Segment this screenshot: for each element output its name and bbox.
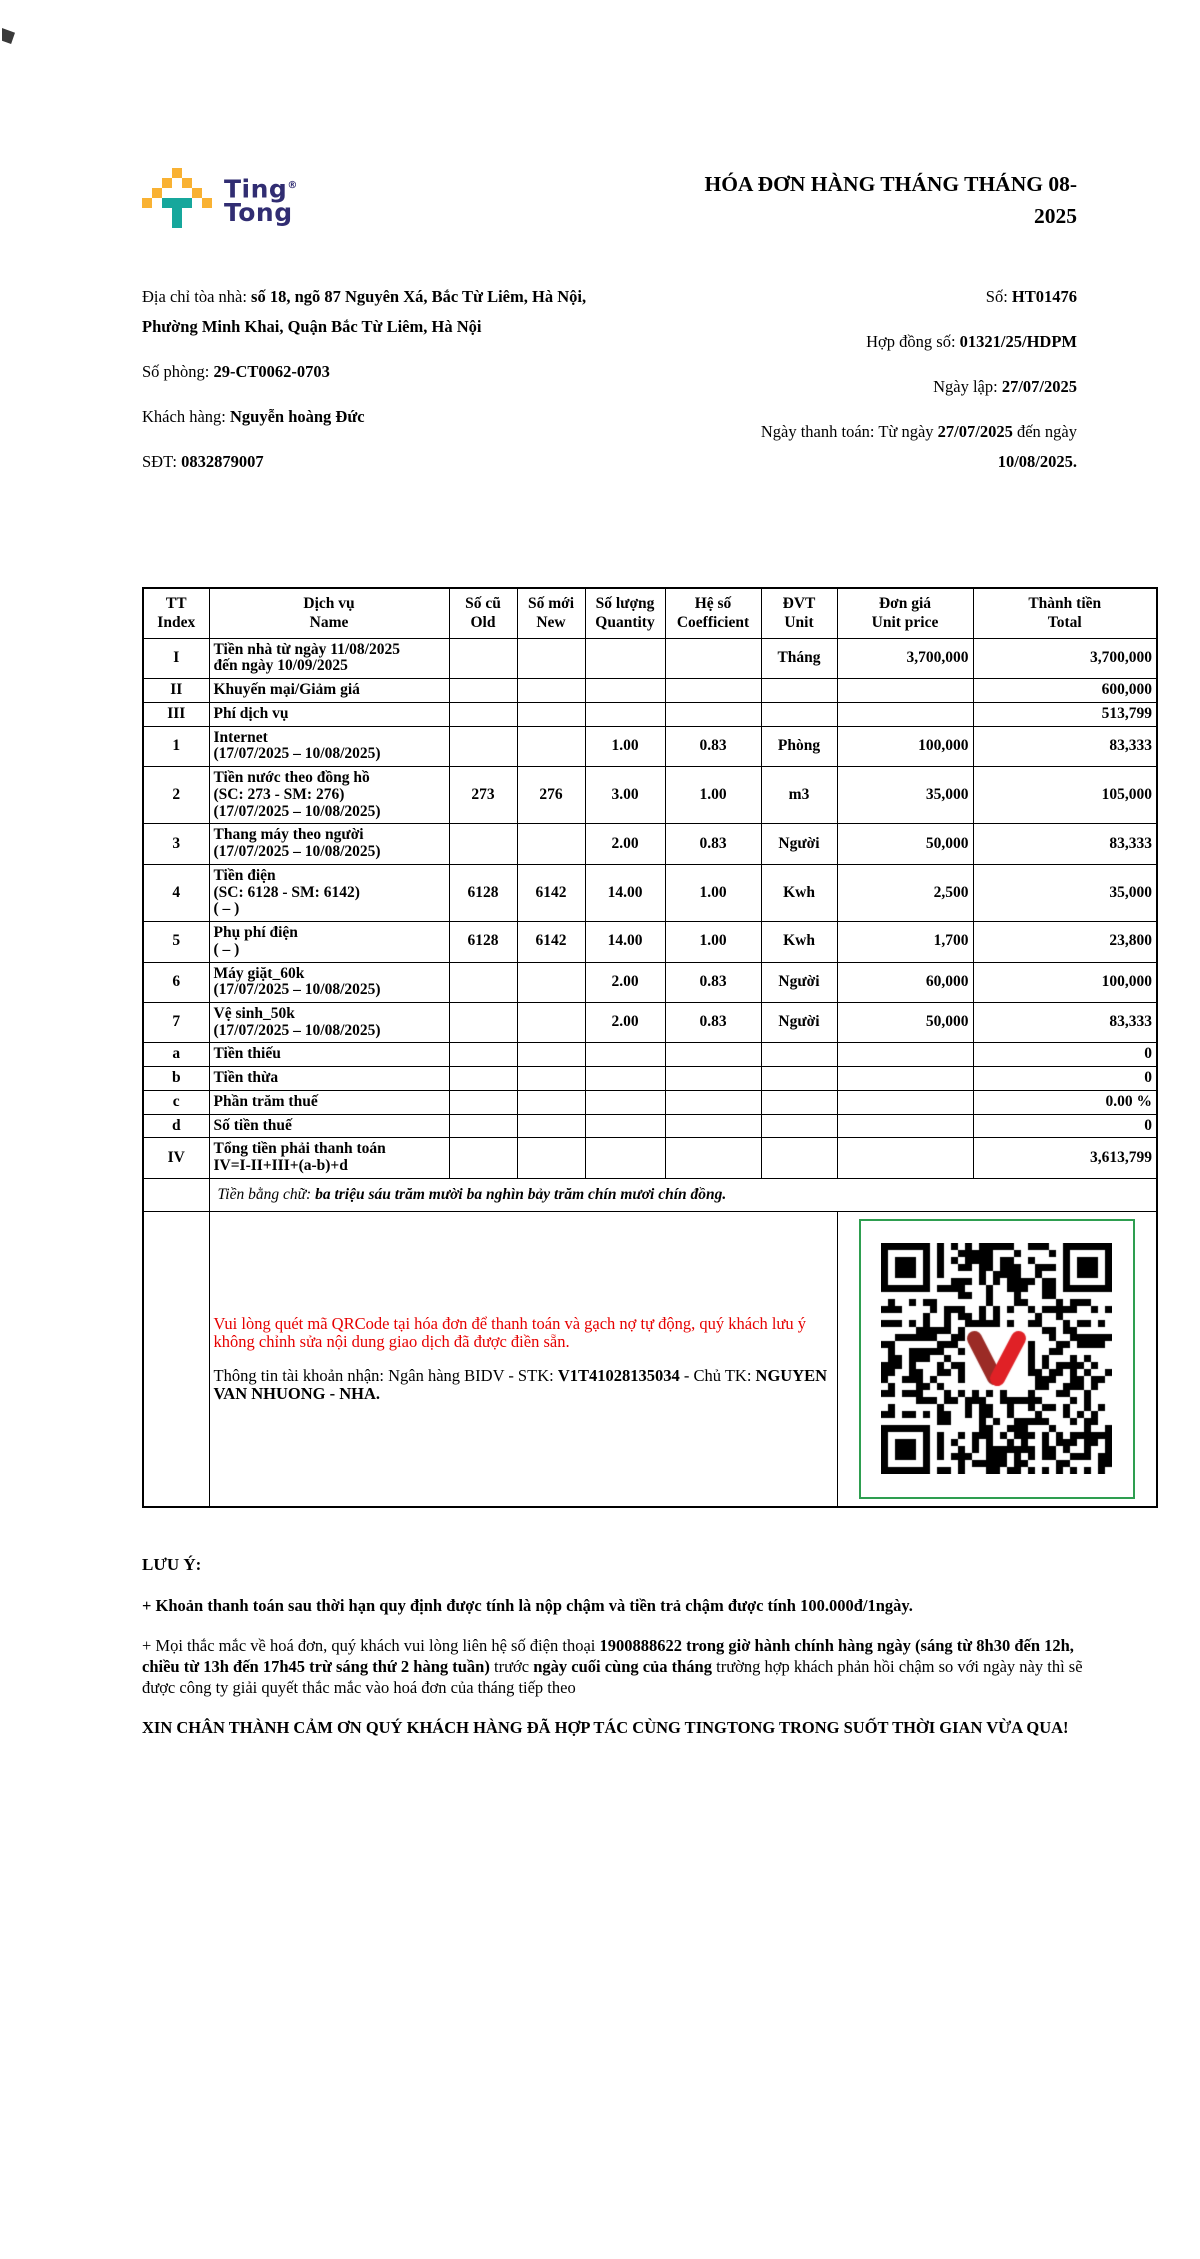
- empty-cell: [143, 1211, 209, 1507]
- table-row: [143, 922, 1157, 962]
- row-index: III: [143, 702, 209, 726]
- row-index: 3: [143, 824, 209, 864]
- unit: [761, 1114, 837, 1138]
- new-reading: 6142: [517, 864, 585, 921]
- unit: m3: [761, 767, 837, 824]
- coefficient: [665, 638, 761, 678]
- coefficient: 1.00: [665, 767, 761, 824]
- old-reading: [449, 638, 517, 678]
- row-index: d: [143, 1114, 209, 1138]
- invoice-number-line: Số: HT01476: [985, 287, 1077, 306]
- service-name: Tiền thiếu: [209, 1043, 449, 1067]
- row-index: 5: [143, 922, 209, 962]
- invoice-title: HÓA ĐƠN HÀNG THÁNG THÁNG 08-2025: [704, 172, 1077, 228]
- coefficient: [665, 679, 761, 703]
- notes-heading: LƯU Ý:: [142, 1554, 202, 1574]
- quantity: 1.00: [585, 726, 665, 766]
- invoice-notes: [142, 1554, 1102, 1738]
- coefficient: 1.00: [665, 864, 761, 921]
- new-reading: [517, 1002, 585, 1042]
- row-index: IV: [143, 1138, 209, 1178]
- old-reading: [449, 1002, 517, 1042]
- unit-price: [837, 1090, 973, 1114]
- total-amount: 513,799: [973, 702, 1157, 726]
- qr-code-frame: [859, 1219, 1135, 1499]
- row-index: 6: [143, 962, 209, 1002]
- coefficient: 0.83: [665, 824, 761, 864]
- new-reading: [517, 702, 585, 726]
- new-reading: [517, 962, 585, 1002]
- qr-cell: [837, 1211, 1157, 1507]
- amount-in-words: Tiền bằng chữ: ba triệu sáu trăm mười ba nghìn bảy trăm chín mươi chín đồng.: [209, 1178, 1157, 1211]
- coefficient: [665, 702, 761, 726]
- unit-price: 50,000: [837, 824, 973, 864]
- service-name: Tiền nhà từ ngày 11/08/2025 đến ngày 10/09/2025: [209, 638, 449, 678]
- old-reading: [449, 679, 517, 703]
- coefficient: [665, 1067, 761, 1091]
- coefficient: 0.83: [665, 962, 761, 1002]
- unit: Người: [761, 824, 837, 864]
- quantity: 14.00: [585, 864, 665, 921]
- row-index: a: [143, 1043, 209, 1067]
- coefficient: [665, 1090, 761, 1114]
- coefficient: 1.00: [665, 922, 761, 962]
- total-amount: 600,000: [973, 679, 1157, 703]
- invoice-meta: [685, 282, 1077, 492]
- quantity: [585, 702, 665, 726]
- col-header-new: Số mới New: [517, 588, 585, 638]
- quantity: [585, 679, 665, 703]
- service-name: Tiền nước theo đồng hồ (SC: 273 - SM: 276) (17/07/2025 – 10/08/2025): [209, 767, 449, 824]
- unit: [761, 1067, 837, 1091]
- contact-note: + Mọi thắc mắc về hoá đơn, quý khách vui lòng liên hệ số điện thoại 1900888622 trong giờ hành chính hàng ngày (sáng từ 8h30 đến 12h, chiều từ 13h đến 17h45 trừ sáng thứ 2 hàng tuần) trước ngày cuối cùng của tháng trường hợp khách phản hồi chậm so với ngày này thì sẽ được công ty giải quyết thắc mắc vào hoá đơn của tháng tiếp theo: [142, 1635, 1083, 1697]
- old-reading: 6128: [449, 922, 517, 962]
- total-amount: 105,000: [973, 767, 1157, 824]
- total-amount: 3,613,799: [973, 1138, 1157, 1178]
- quantity: [585, 1090, 665, 1114]
- service-name: Tiền điện (SC: 6128 - SM: 6142) ( – ): [209, 864, 449, 921]
- coefficient: [665, 1043, 761, 1067]
- table-row: [143, 679, 1157, 703]
- row-index: 7: [143, 1002, 209, 1042]
- total-amount: 35,000: [973, 864, 1157, 921]
- col-header-quantity: Số lượng Quantity: [585, 588, 665, 638]
- quantity: [585, 1043, 665, 1067]
- old-reading: [449, 824, 517, 864]
- unit: [761, 679, 837, 703]
- total-amount: 0.00 %: [973, 1090, 1157, 1114]
- unit-price: [837, 1114, 973, 1138]
- col-header-total: Thành tiền Total: [973, 588, 1157, 638]
- unit: [761, 1138, 837, 1178]
- unit-price: [837, 1043, 973, 1067]
- invoice-header: [142, 168, 1077, 232]
- phone-line: SĐT: 0832879007: [142, 452, 264, 471]
- tingtong-logo-icon: [142, 168, 212, 230]
- new-reading: [517, 1090, 585, 1114]
- unit: Phòng: [761, 726, 837, 766]
- unit-price: 35,000: [837, 767, 973, 824]
- service-name: Vệ sinh_50k (17/07/2025 – 10/08/2025): [209, 1002, 449, 1042]
- table-row: [143, 726, 1157, 766]
- amount-in-words-row: [143, 1178, 1157, 1211]
- service-name: Thang máy theo người (17/07/2025 – 10/08/2025): [209, 824, 449, 864]
- qr-row: [143, 1211, 1157, 1507]
- total-amount: 83,333: [973, 1002, 1157, 1042]
- unit: [761, 1090, 837, 1114]
- unit: [761, 1043, 837, 1067]
- table-row: [143, 824, 1157, 864]
- total-amount: 100,000: [973, 962, 1157, 1002]
- total-amount: 83,333: [973, 824, 1157, 864]
- old-reading: [449, 1138, 517, 1178]
- total-amount: 3,700,000: [973, 638, 1157, 678]
- row-index: 1: [143, 726, 209, 766]
- unit: Kwh: [761, 864, 837, 921]
- old-reading: [449, 1043, 517, 1067]
- table-row: [143, 1002, 1157, 1042]
- bank-account-line: Thông tin tài khoản nhận: Ngân hàng BIDV - STK: V1T41028135034 - Chủ TK: NGUYEN VAN NHUONG - NHA.: [213, 1366, 828, 1404]
- quantity: 2.00: [585, 1002, 665, 1042]
- new-reading: [517, 1043, 585, 1067]
- invoice-table: [142, 587, 1158, 1508]
- customer-name-line: Khách hàng: Nguyễn hoàng Đức: [142, 407, 365, 426]
- row-index: I: [143, 638, 209, 678]
- service-name: Phí dịch vụ: [209, 702, 449, 726]
- unit-price: 2,500: [837, 864, 973, 921]
- table-row: [143, 1067, 1157, 1091]
- col-header-unit: ĐVT Unit: [761, 588, 837, 638]
- service-name: Internet (17/07/2025 – 10/08/2025): [209, 726, 449, 766]
- quantity: 2.00: [585, 962, 665, 1002]
- row-index: 4: [143, 864, 209, 921]
- invoice-info: [142, 282, 1077, 492]
- col-header-coefficient: Hệ số Coefficient: [665, 588, 761, 638]
- scan-artifact: [2, 28, 15, 44]
- unit: Tháng: [761, 638, 837, 678]
- quantity: 3.00: [585, 767, 665, 824]
- old-reading: 273: [449, 767, 517, 824]
- old-reading: [449, 1090, 517, 1114]
- coefficient: 0.83: [665, 1002, 761, 1042]
- table-row: [143, 962, 1157, 1002]
- service-name: Tổng tiền phải thanh toán IV=I-II+III+(a-b)+d: [209, 1138, 449, 1178]
- new-reading: 276: [517, 767, 585, 824]
- unit-price: 60,000: [837, 962, 973, 1002]
- total-amount: 23,800: [973, 922, 1157, 962]
- total-amount: 0: [973, 1043, 1157, 1067]
- row-index: 2: [143, 767, 209, 824]
- customer-info: [142, 282, 624, 492]
- table-row: [143, 1043, 1157, 1067]
- row-index: b: [143, 1067, 209, 1091]
- table-header: [143, 588, 1157, 638]
- new-reading: [517, 638, 585, 678]
- unit-price: [837, 1138, 973, 1178]
- service-name: Phần trăm thuế: [209, 1090, 449, 1114]
- registered-trademark: ®: [287, 180, 298, 191]
- room-number-line: Số phòng: 29-CT0062-0703: [142, 362, 330, 381]
- payment-instructions: [209, 1211, 837, 1507]
- quantity: 2.00: [585, 824, 665, 864]
- old-reading: [449, 726, 517, 766]
- service-name: Tiền thừa: [209, 1067, 449, 1091]
- new-reading: [517, 679, 585, 703]
- table-row: [143, 1138, 1157, 1178]
- unit-price: 50,000: [837, 1002, 973, 1042]
- service-name: Máy giặt_60k (17/07/2025 – 10/08/2025): [209, 962, 449, 1002]
- table-row: [143, 702, 1157, 726]
- col-header-unit-price: Đơn giá Unit price: [837, 588, 973, 638]
- payment-period-line: Ngày thanh toán: Từ ngày 27/07/2025 đến ngày 10/08/2025.: [760, 422, 1077, 471]
- quantity: [585, 1067, 665, 1091]
- table-row: [143, 1114, 1157, 1138]
- service-name: Phụ phí điện ( – ): [209, 922, 449, 962]
- col-header-name: Dịch vụ Name: [209, 588, 449, 638]
- total-amount: 83,333: [973, 726, 1157, 766]
- total-amount: 0: [973, 1067, 1157, 1091]
- quantity: [585, 1138, 665, 1178]
- coefficient: 0.83: [665, 726, 761, 766]
- table-row: [143, 767, 1157, 824]
- service-name: Số tiền thuế: [209, 1114, 449, 1138]
- qr-red-note: Vui lòng quét mã QRCode tại hóa đơn để thanh toán và gạch nợ tự động, quý khách lưu ý không chỉnh sửa nội dung giao dịch đã được điền sẵn.: [213, 1313, 806, 1351]
- building-address-line: Địa chỉ tòa nhà: số 18, ngõ 87 Nguyên Xá, Bắc Từ Liêm, Hà Nội, Phường Minh Khai, Quận Bắc Từ Liêm, Hà Nội: [142, 287, 587, 336]
- service-name: Khuyến mại/Giảm giá: [209, 679, 449, 703]
- thank-you-note: XIN CHÂN THÀNH CẢM ƠN QUÝ KHÁCH HÀNG ĐÃ HỢP TÁC CÙNG TINGTONG TRONG SUỐT THỜI GIAN VỪA QUA!: [142, 1717, 1069, 1737]
- col-header-index: TT Index: [143, 588, 209, 638]
- old-reading: [449, 702, 517, 726]
- unit-price: [837, 1067, 973, 1091]
- quantity: [585, 638, 665, 678]
- total-amount: 0: [973, 1114, 1157, 1138]
- row-index: II: [143, 679, 209, 703]
- coefficient: [665, 1114, 761, 1138]
- new-reading: [517, 1114, 585, 1138]
- col-header-old: Số cũ Old: [449, 588, 517, 638]
- coefficient: [665, 1138, 761, 1178]
- old-reading: [449, 962, 517, 1002]
- issue-date-line: Ngày lập: 27/07/2025: [933, 377, 1077, 396]
- new-reading: [517, 726, 585, 766]
- empty-cell: [143, 1178, 209, 1211]
- new-reading: 6142: [517, 922, 585, 962]
- unit: [761, 702, 837, 726]
- old-reading: [449, 1114, 517, 1138]
- table-row: [143, 1090, 1157, 1114]
- table-row: [143, 864, 1157, 921]
- unit-price: [837, 679, 973, 703]
- contract-number-line: Hợp đồng số: 01321/25/HDPM: [866, 332, 1077, 351]
- new-reading: [517, 1067, 585, 1091]
- unit-price: 3,700,000: [837, 638, 973, 678]
- unit: Người: [761, 962, 837, 1002]
- late-payment-note: + Khoản thanh toán sau thời hạn quy định được tính là nộp chậm và tiền trả chậm được tính 100.000đ/1ngày.: [142, 1595, 913, 1615]
- old-reading: [449, 1067, 517, 1091]
- tingtong-logo: [142, 168, 298, 230]
- quantity: 14.00: [585, 922, 665, 962]
- unit-price: 1,700: [837, 922, 973, 962]
- brand-name: Ting® Tong: [224, 174, 298, 228]
- unit-price: [837, 702, 973, 726]
- unit-price: 100,000: [837, 726, 973, 766]
- new-reading: [517, 824, 585, 864]
- old-reading: 6128: [449, 864, 517, 921]
- table-row: [143, 638, 1157, 678]
- unit: Kwh: [761, 922, 837, 962]
- unit: Người: [761, 1002, 837, 1042]
- row-index: c: [143, 1090, 209, 1114]
- qr-code: [881, 1243, 1112, 1474]
- new-reading: [517, 1138, 585, 1178]
- quantity: [585, 1114, 665, 1138]
